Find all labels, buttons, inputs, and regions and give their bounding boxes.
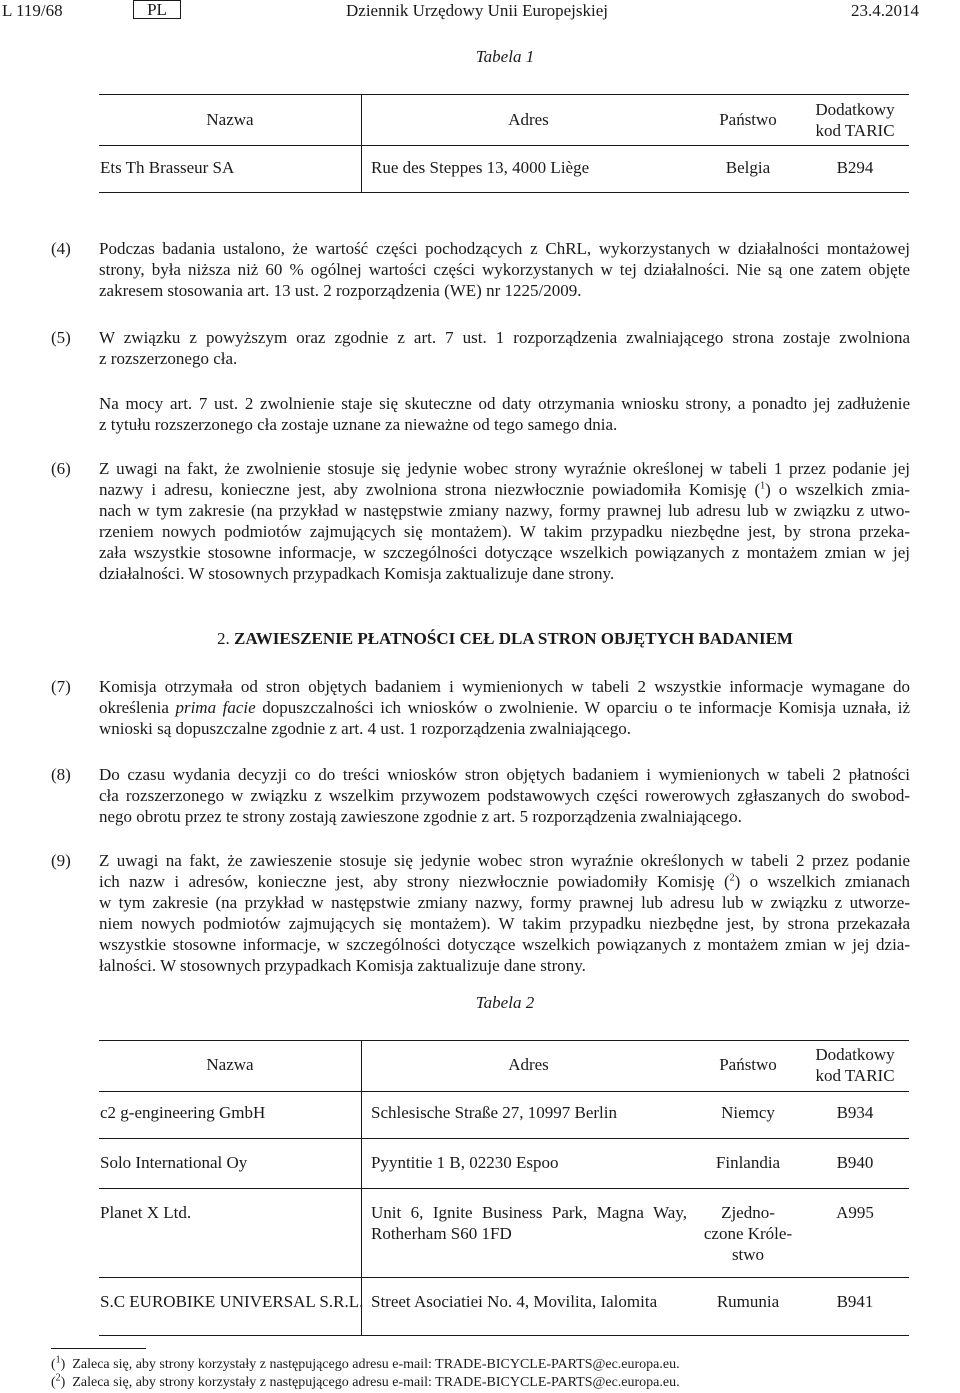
table2-row-country: Niemcy — [721, 1103, 775, 1122]
table2-row-address: Street Asociatiei No. 4, Movilita, Ialomita — [371, 1292, 658, 1311]
table2-row-address: Pyyntitie 1 B, 02230 Espoo — [371, 1153, 559, 1172]
table2-row-name: S.C EUROBIKE UNIVERSAL S.R.L. — [100, 1292, 364, 1311]
table2-row-code: A995 — [836, 1203, 874, 1222]
table2-caption: Tabela 2 — [475, 993, 535, 1012]
paragraph-4 — [99, 238, 910, 301]
table2-header-country: Państwo — [719, 1055, 777, 1074]
paragraph-7-number: (7) — [51, 677, 71, 696]
section-2-number: 2. — [217, 629, 230, 648]
table2-row-code: B940 — [836, 1153, 874, 1172]
paragraph-4-line: Podczas badania ustalono, że wartość części pochodzących z ChRL, wykorzystanych w działalności montażowej — [99, 239, 910, 258]
paragraph-7-line: Komisja otrzymała od stron objętych badaniem i wymienionych w tabeli 2 wszystkie informacje wymagane do — [99, 677, 910, 696]
page-reference: L 119/68 — [2, 1, 63, 20]
table1-row-address: Rue des Steppes 13, 4000 Liège — [371, 158, 590, 177]
table1-header-country: Państwo — [719, 110, 777, 129]
paragraph-8 — [99, 764, 910, 827]
paragraph-7-line: wnioski są dopuszczalne zgodnie z art. 4 ust. 1 rozporządzenia zwalniającego. — [99, 719, 631, 738]
footnote-2-text: Zaleca się, aby strony korzystały z następującego adresu e-mail: TRADE-BICYCLE-PARTS@ec.europa.eu. — [72, 1375, 680, 1390]
table2-row-country-line2: czone Króle- — [703, 1224, 793, 1243]
footnote-1: ($^1$) Zaleca się, aby strony korzystały z następującego adresu e-mail: TRADE-BICYCLE-PARTS@ec.europa.eu. — [51, 1354, 680, 1372]
paragraph-4-line: strony, była niższa niż 60 % ogólnej wartości części wykorzystanych w tej działalności. Nie są one zatem objęte — [99, 260, 910, 279]
table2-row-address-line2: Rotherham S60 1FD — [371, 1224, 512, 1243]
table1-header-name: Nazwa — [206, 110, 254, 129]
footnote-ref-1[interactable]: 1 — [760, 480, 766, 492]
journal-title: Dziennik Urzędowy Unii Europejskiej — [346, 1, 609, 20]
table2-row-address-line1: Unit 6, Ignite Business Park, Magna Way, — [371, 1203, 687, 1222]
table2-row-address — [371, 1202, 687, 1244]
paragraph-5-continuation-line: z tytułu rozszerzonego cła zostaje uznane za nieważne od tego samego dnia. — [99, 415, 618, 434]
paragraph-6-text: ) o wszelkich zmia- — [765, 480, 910, 499]
paragraph-5-continuation — [99, 393, 910, 435]
table2-row-country: Rumunia — [716, 1292, 780, 1311]
table2-row-country: Finlandia — [715, 1153, 781, 1172]
paragraph-9-line: wszystkie stosowne informacje, w szczególności dotyczące wszelkich powiązanych z montażem zmian w jej dzia- — [99, 935, 910, 954]
language-badge: PL — [133, 0, 181, 19]
table2-row-rule — [99, 1188, 909, 1189]
footnote-separator — [51, 1348, 146, 1349]
paragraph-7-text: określenia — [99, 698, 176, 717]
paragraph-5-continuation-line: Na mocy art. 7 ust. 2 zwolnienie staje się skuteczne od daty otrzymania wniosku strony, a ponadto jej zadłużenie — [99, 394, 910, 413]
paragraph-8-line: nego obrotu przez te strony zostają zawieszone zgodnie z art. 5 rozporządzenia zwalniającego. — [99, 807, 742, 826]
table1-row-name: Ets Th Brasseur SA — [100, 158, 235, 177]
paragraph-9 — [99, 850, 910, 976]
paragraph-9-line: niem nowych podmiotów zajmujących się montażem). W takim przypadku niezbędne jest, by strona przekazała — [99, 914, 910, 933]
table1-header-rule — [99, 145, 909, 146]
paragraph-7-italic: prima facie — [175, 698, 256, 717]
table1-header-code — [800, 99, 910, 141]
table2-row-country-line3: stwo — [731, 1245, 765, 1264]
paragraph-6 — [99, 458, 910, 584]
paragraph-6-text: nazwy i adresu, konieczne jest, aby zwolniona strona niezwłocznie powiadomiła Komisję ( — [99, 480, 761, 499]
paragraph-6-line — [99, 479, 910, 500]
footnote-1-text: Zaleca się, aby strony korzystały z następującego adresu e-mail: TRADE-BICYCLE-PARTS@ec.europa.eu. — [72, 1357, 680, 1372]
paragraph-7 — [99, 676, 910, 739]
paragraph-4-line: zakresem stosowania art. 13 ust. 2 rozporządzenia (WE) nr 1225/2009. — [99, 281, 582, 300]
paragraph-9-text: ich nazw i adresów, konieczne jest, aby strony niezwłocznie powiadomiły Komisję ( — [99, 872, 730, 891]
footnote-2-mark: 2 — [55, 1372, 61, 1384]
table2-row-address: Schlesische Straße 27, 10997 Berlin — [371, 1103, 617, 1122]
table1-header-code-line1: Dodatkowy — [815, 100, 895, 119]
paragraph-6-number: (6) — [51, 459, 71, 478]
table2-header-name: Nazwa — [206, 1055, 254, 1074]
paragraph-5 — [99, 327, 910, 369]
paragraph-4-number: (4) — [51, 239, 71, 258]
table1-header-code-line2: kod TARIC — [815, 121, 895, 140]
paragraph-6-line: zała wszystkie stosowne informacje, w szczególności dotyczące wszelkich powiązanych z montażem zmian w jej — [99, 543, 910, 562]
paragraph-5-line: W związku z powyższym oraz zgodnie z art. 7 ust. 1 rozporządzenia zwalniającego strona zostaje zwolniona — [99, 328, 910, 347]
table2-row-rule — [99, 1277, 909, 1278]
paragraph-6-line: nach w tym zakresie (na przykład w następstwie zmiany nazwy, formy prawnej lub adresu lub w związku z utwo- — [99, 501, 910, 520]
table2-header-code — [800, 1044, 910, 1086]
paragraph-9-number: (9) — [51, 851, 71, 870]
table2-header-code-line1: Dodatkowy — [815, 1045, 895, 1064]
paragraph-7-text: dopuszczalności ich wniosków o zwolnienie. W oparciu o te informacje Komisja uznała, iż — [255, 698, 911, 717]
table1-top-rule — [99, 94, 909, 95]
table1-row-code: B294 — [836, 158, 874, 177]
table2-top-rule — [99, 1040, 909, 1041]
table2-row-code: B941 — [836, 1292, 874, 1311]
paragraph-9-line: łalności. W stosownych przypadkach Komisja zaktualizuje dane strony. — [99, 956, 586, 975]
table1-row-country: Belgia — [725, 158, 771, 177]
paragraph-8-line: cła rozszerzonego w związku z wszelkim przywozem podstawowych części rowerowych zgłaszanych do swobod- — [99, 786, 910, 805]
table2-row-code: B934 — [836, 1103, 874, 1122]
table2-row-country-line1: Zjedno- — [721, 1203, 775, 1222]
paragraph-7-line — [99, 697, 910, 718]
table2-bottom-rule — [99, 1335, 909, 1336]
paragraph-6-line: Z uwagi na fakt, że zwolnienie stosuje się jedynie wobec strony wyraźnie określonej w tabeli 1 przez podanie jej — [99, 459, 910, 478]
table2-row-name: Solo International Oy — [100, 1153, 248, 1172]
table2-row-name: c2 g-engineering GmbH — [100, 1103, 266, 1122]
publication-date: 23.4.2014 — [851, 1, 919, 20]
paragraph-6-line: działalności. W stosownych przypadkach Komisja zaktualizuje dane strony. — [99, 564, 615, 583]
paragraph-5-number: (5) — [51, 328, 71, 347]
paragraph-8-line: Do czasu wydania decyzji co do treści wniosków stron objętych badaniem i wymienionych w tabeli 2 płatności — [99, 765, 910, 784]
paragraph-9-line: w tym zakresie (na przykład w następstwie zmiany nazwy, formy prawnej lub adresu lub w związku z utworze- — [99, 893, 910, 912]
table1-caption: Tabela 1 — [475, 47, 535, 66]
table2-header-rule — [99, 1091, 909, 1092]
section-2-heading — [0, 628, 960, 649]
table2-row-name: Planet X Ltd. — [100, 1203, 192, 1222]
footnote-1-mark: 1 — [55, 1354, 61, 1366]
footnote-ref-2[interactable]: 2 — [729, 872, 735, 884]
section-2-title: ZAWIESZENIE PŁATNOŚCI CEŁ DLA STRON OBJĘTYCH BADANIEM — [234, 629, 793, 648]
table2-row-rule — [99, 1138, 909, 1139]
table1-header-address: Adres — [508, 110, 549, 129]
table2-row-country — [696, 1202, 800, 1265]
paragraph-6-line: rzeniem nowych podmiotów zajmujących się montażem). W takim przypadku niezbędne jest, by strona przeka- — [99, 522, 910, 541]
paragraph-9-line — [99, 871, 910, 892]
paragraph-9-line: Z uwagi na fakt, że zawieszenie stosuje się jedynie wobec stron wyraźnie określonych w tabeli 2 przez podanie — [99, 851, 910, 870]
paragraph-5-line: z rozszerzonego cła. — [99, 349, 238, 368]
paragraph-8-number: (8) — [51, 765, 71, 784]
table2-header-code-line2: kod TARIC — [815, 1066, 895, 1085]
table1-bottom-rule — [99, 192, 909, 193]
paragraph-9-text: ) o wszelkich zmianach — [734, 872, 910, 891]
table2-header-address: Adres — [508, 1055, 549, 1074]
footnote-2: ($^2$) Zaleca się, aby strony korzystały z następującego adresu e-mail: TRADE-BICYCLE-PARTS@ec.europa.eu. — [51, 1372, 680, 1390]
